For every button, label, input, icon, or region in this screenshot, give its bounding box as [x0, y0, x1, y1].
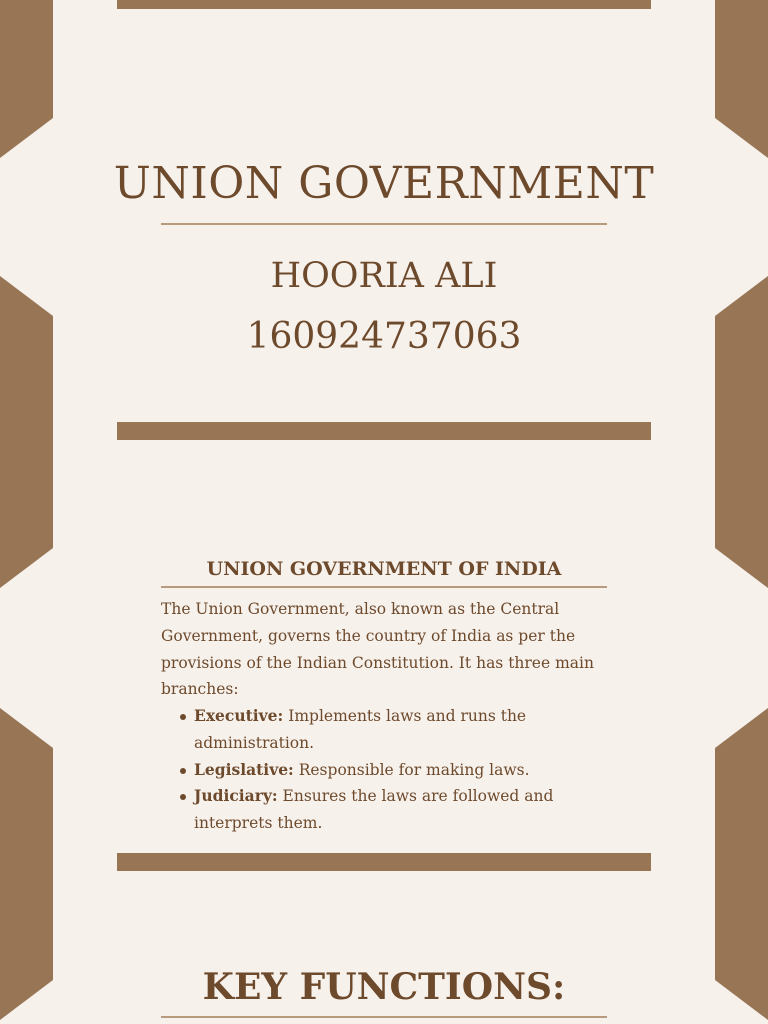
key-functions-underline: [161, 1016, 607, 1018]
right-decorative-border: [715, 0, 768, 1024]
branch-term: Legislative:: [194, 759, 294, 779]
branch-description: Responsible for making laws.: [298, 760, 530, 779]
top-divider-bar: [117, 0, 651, 9]
list-item-judiciary: [161, 783, 631, 837]
middle-divider-bar: [117, 422, 651, 440]
branch-term: Executive:: [194, 706, 284, 725]
lower-divider-bar: [117, 853, 651, 871]
key-functions-heading: KEY FUNCTIONS:: [202, 966, 566, 1008]
left-decorative-border: [0, 0, 53, 1024]
branch-description: Implements laws and runs the administration.: [194, 707, 527, 752]
branch-term: Judiciary:: [194, 786, 278, 806]
section-heading: UNION GOVERNMENT OF INDIA: [206, 558, 562, 580]
author-name: HOORIA ALI: [270, 256, 498, 296]
branches-list: [161, 703, 631, 837]
student-id: 160924737063: [246, 316, 522, 357]
section-intro-paragraph: The Union Government, also known as the Central Government, governs the country of India as per the provisions of the Indian Constitution. It has three main branches:: [161, 600, 594, 699]
title-underline: [161, 223, 607, 225]
list-item-legislative: [161, 757, 631, 784]
list-item-executive: [161, 703, 631, 757]
section-heading-underline: [161, 586, 607, 588]
branch-description: Ensures the laws are followed and interprets them.: [194, 787, 554, 833]
page-title: UNION GOVERNMENT: [113, 158, 655, 209]
